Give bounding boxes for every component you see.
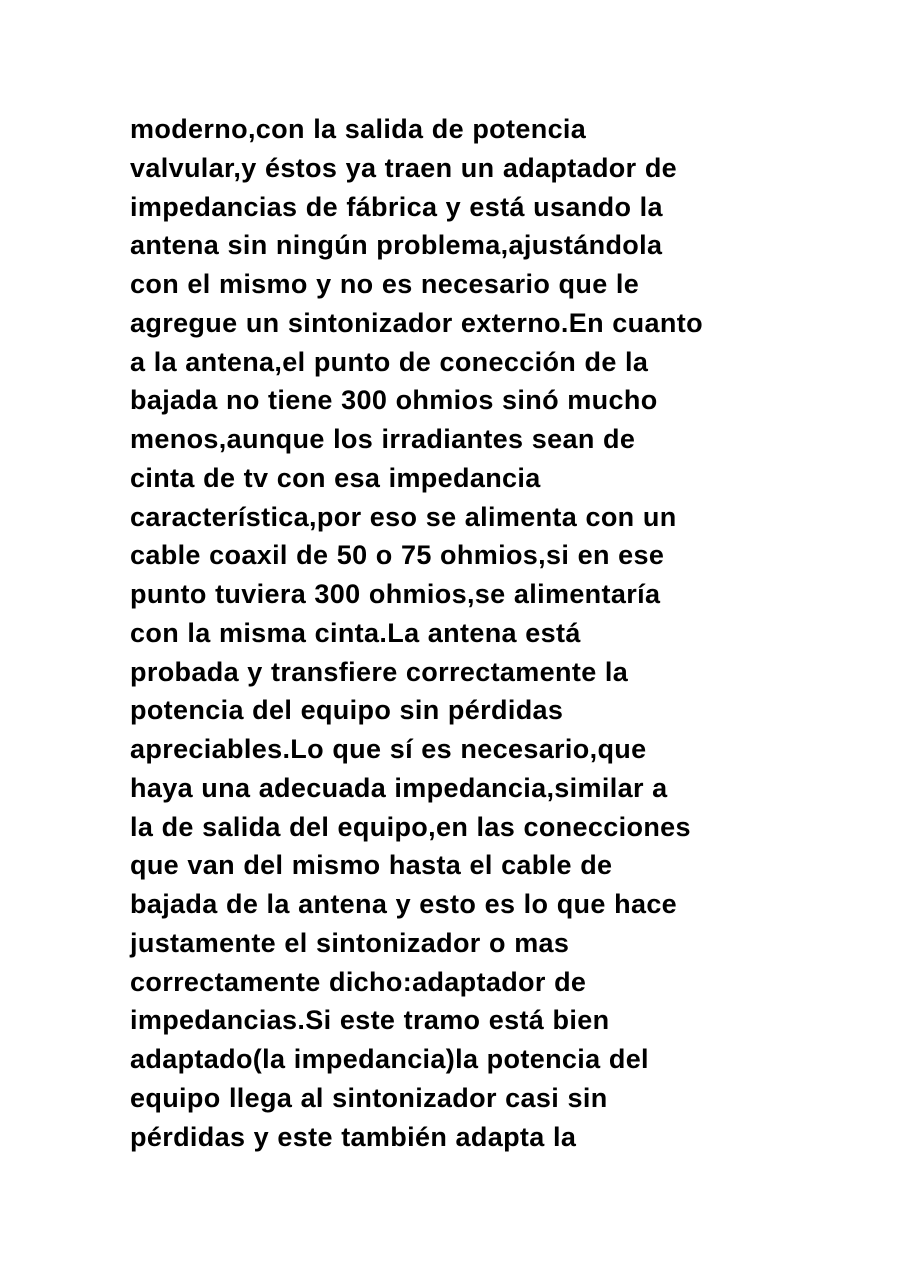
- text-line: cable coaxil de 50 o 75 ohmios,si en ese: [130, 540, 665, 571]
- text-line: con el mismo y no es necesario que le: [130, 269, 640, 299]
- text-line: punto tuviera 300 ohmios,se alimentaría: [130, 579, 661, 609]
- text-line: valvular,y éstos ya traen un adaptador de: [130, 152, 678, 183]
- text-line: a la antena,el punto de conección de la: [130, 346, 649, 377]
- text-line: justamente el sintonizador o mas: [130, 927, 570, 958]
- text-line: pérdidas y este también adapta la: [130, 1121, 577, 1152]
- text-line: característica,por eso se alimenta con un: [130, 501, 677, 532]
- text-line: impedancias de fábrica y está usando la: [130, 191, 663, 222]
- text-line: equipo llega al sintonizador casi sin: [130, 1082, 608, 1113]
- text-line: que van del mismo hasta el cable de: [130, 850, 613, 881]
- text-line: menos,aunque los irradiantes sean de: [130, 424, 636, 454]
- text-line: agregue un sintonizador externo.En cuanto: [130, 307, 703, 338]
- text-line: antena sin ningún problema,ajustándola: [130, 230, 663, 261]
- text-line: la de salida del equipo,en las conecciones: [130, 811, 691, 842]
- text-line: impedancias.Si este tramo está bien: [130, 1005, 610, 1036]
- text-line: apreciables.Lo que sí es necesario,que: [130, 734, 647, 764]
- text-line: con la misma cinta.La antena está: [130, 617, 581, 648]
- text-line: cinta de tv con esa impedancia: [130, 462, 541, 493]
- text-line: potencia del equipo sin pérdidas: [130, 695, 564, 726]
- text-line: adaptado(la impedancia)la potencia del: [130, 1044, 649, 1074]
- text-line: haya una adecuada impedancia,similar a: [130, 772, 668, 803]
- text-line: bajada no tiene 300 ohmios sinó mucho: [130, 385, 658, 416]
- text-line: bajada de la antena y esto es lo que hace: [130, 889, 678, 919]
- text-line: probada y transfiere correctamente la: [130, 656, 629, 687]
- body-paragraph: [130, 110, 830, 1156]
- text-line: correctamente dicho:adaptador de: [130, 966, 587, 997]
- text-line: moderno,con la salida de potencia: [130, 114, 587, 144]
